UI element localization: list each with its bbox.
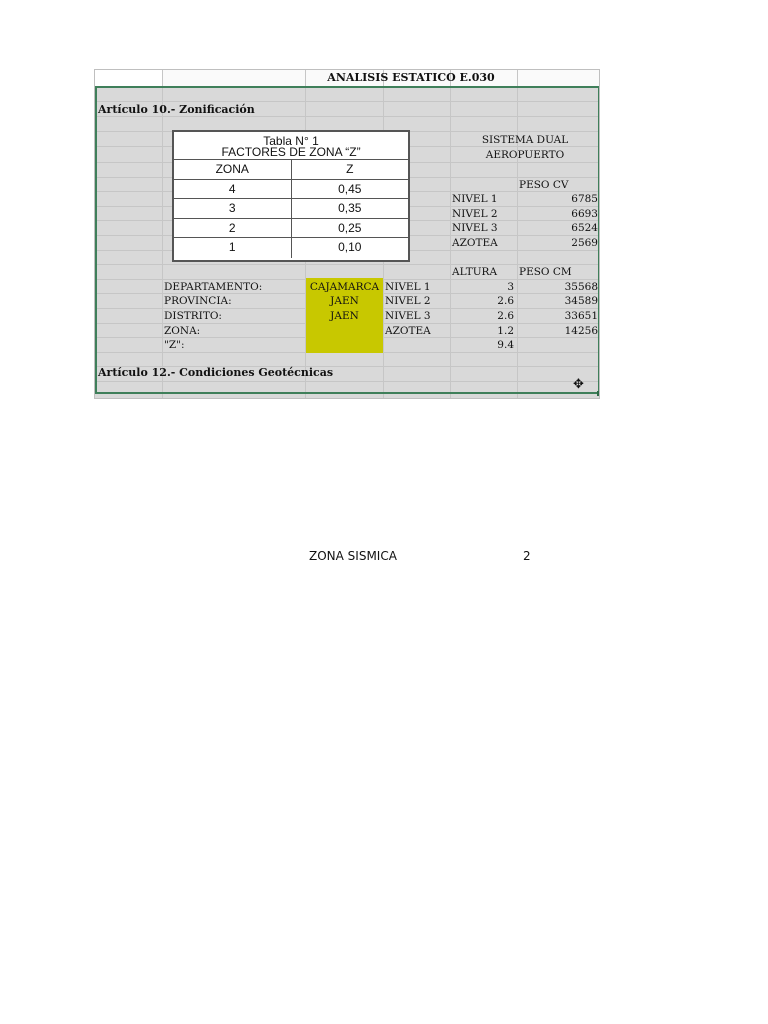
peso-cm-value: 34589: [564, 295, 598, 307]
location-label: "Z":: [164, 339, 185, 351]
location-label: DEPARTAMENTO:: [164, 281, 263, 293]
z-cell: 0,35: [338, 201, 362, 215]
fill-handle[interactable]: [597, 391, 600, 396]
location-value: CAJAMARCA: [309, 281, 380, 293]
column-header-z: Z: [346, 162, 354, 176]
altura-value: 1.2: [497, 325, 514, 337]
peso-cv-value: 6693: [571, 208, 598, 220]
cell-cursor-icon: ✥: [573, 377, 584, 392]
table-title-line2: FACTORES DE ZONA “Z”: [221, 145, 361, 159]
nivel-label: AZOTEA: [385, 325, 431, 337]
peso-cv-value: 6785: [571, 193, 598, 205]
altura-total: 9.4: [497, 339, 514, 351]
z-cell: 0,25: [338, 220, 362, 235]
peso-cm-value: 14256: [564, 325, 598, 337]
column-header-zona: ZONA: [174, 160, 292, 179]
selection-border: [95, 86, 600, 394]
zona-sismica-label: ZONA SISMICA: [309, 549, 397, 563]
article-10-heading: Artículo 10.- Zonificación: [98, 103, 255, 116]
zona-cell: 2: [174, 219, 292, 238]
zona-cell: 3: [174, 199, 292, 218]
altura-value: 2.6: [497, 295, 514, 307]
nivel-label: NIVEL 2: [385, 295, 431, 307]
altura-header: ALTURA: [452, 266, 498, 278]
article-12-heading: Artículo 12.- Condiciones Geotécnicas: [98, 366, 334, 379]
sheet-header: ANALISIS ESTATICO E.030: [327, 71, 495, 84]
peso-cv-nivel: NIVEL 2: [452, 208, 498, 220]
nivel-label: NIVEL 1: [385, 281, 431, 293]
peso-cv-nivel: AZOTEA: [452, 237, 498, 249]
nivel-label: NIVEL 3: [385, 310, 431, 322]
peso-cv-header: PESO CV: [519, 179, 569, 191]
location-label: ZONA:: [164, 325, 201, 337]
empty-cell: [95, 70, 162, 86]
location-label: PROVINCIA:: [164, 295, 232, 307]
altura-value: 2.6: [497, 310, 514, 322]
uso-label: AEROPUERTO: [485, 149, 565, 161]
zona-cell: 1: [174, 238, 292, 258]
z-cell: 0,10: [338, 240, 362, 254]
peso-cv-value: 2569: [571, 237, 598, 249]
peso-cm-value: 33651: [564, 310, 598, 322]
peso-cv-nivel: NIVEL 3: [452, 222, 498, 234]
altura-value: 3: [507, 281, 514, 293]
zona-sismica-value: 2: [523, 549, 531, 563]
peso-cm-value: 35568: [564, 281, 598, 293]
z-cell: 0,45: [338, 181, 362, 196]
zona-cell: 4: [174, 180, 292, 199]
spreadsheet-screenshot: [94, 69, 600, 399]
location-value: JAEN: [330, 310, 359, 322]
sistema-label: SISTEMA DUAL: [481, 134, 569, 146]
peso-cv-nivel: NIVEL 1: [452, 193, 498, 205]
location-value: JAEN: [330, 295, 359, 307]
table-title-line1: Tabla N° 1: [263, 134, 319, 148]
location-label: DISTRITO:: [164, 310, 222, 322]
peso-cm-header: PESO CM: [519, 266, 572, 278]
peso-cv-value: 6524: [571, 222, 598, 234]
